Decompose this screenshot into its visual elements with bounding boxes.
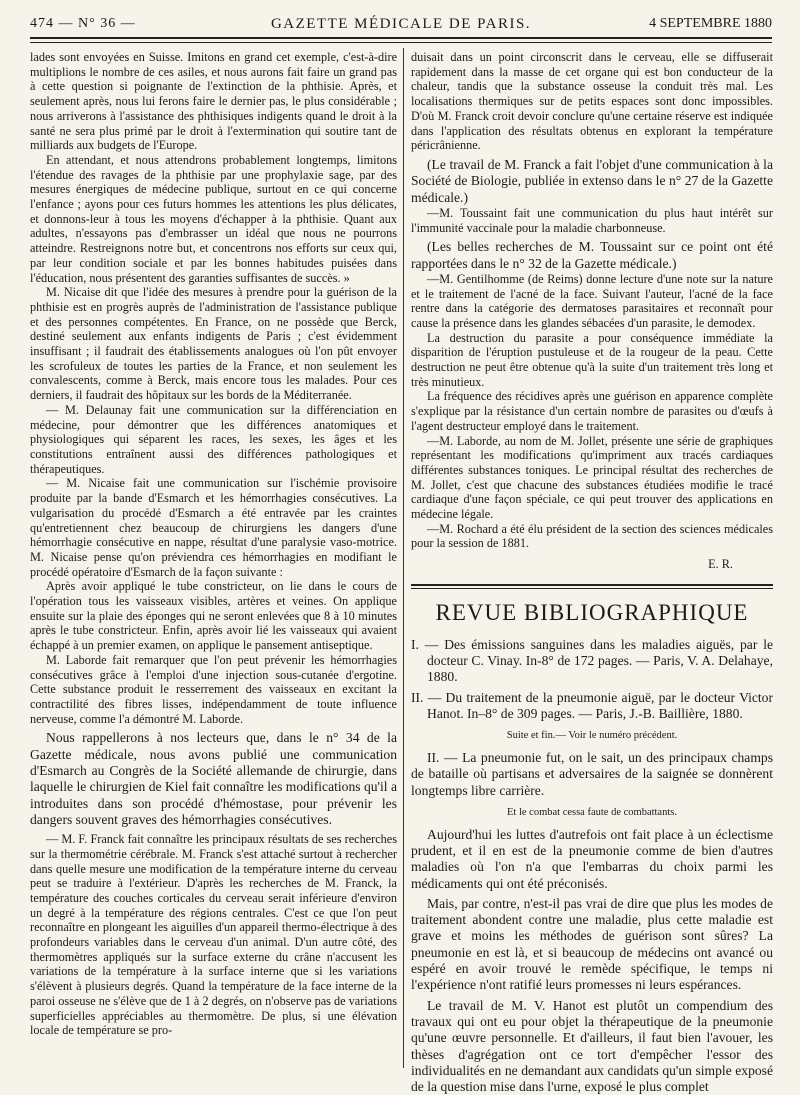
- paragraph: La fréquence des récidives après une guérison en apparence complète s'explique par la résistance d'un certain nombre de parasites ou d'œufs à l'agent destructeur employé dans le traitement.: [411, 389, 773, 433]
- journal-title: GAZETTE MÉDICALE DE PARIS.: [270, 16, 532, 32]
- bibliography-entry: [411, 637, 773, 686]
- paragraph: — M. Nicaise fait une communication sur l'ischémie provisoire produite par la bande d'Esmarch et les hémorrhagies consécutives. La vulgarisation du procédé d'Esmarch a été entravée par les craintes qu'entretiennent chez beaucoup de chirurgiens les dangers d'une hémorrhagie consécutive en nappe, résultat d'une paralysie vaso-motrice. M. Nicaise pense qu'on préviendra ces hémorrhagies en modifiant le procédé opératoire d'Esmarch de la façon suivante :: [30, 476, 397, 579]
- paragraph: — M. F. Franck fait connaître les principaux résultats de ses recherches sur la thermométrie cérébrale. M. Franck s'est attaché surtout à rechercher dans quelle mesure une modification de la température interne du cerveau peut se traduire à l'extérieur. D'après les recherches de M. Franck, la température des couches corticales du cerveau serait inférieure d'environ un degré à la température des régions centrales. C'est ce que l'on peut reconnaître en plongeant les aiguilles d'un appareil thermo-électrique à des profondeurs variables dans le cerveau d'un animal. D'un autre côté, des thermomètres appliqués sur la surface externe du crâne n'accusent les variations de la température à la surface interne que si les variations s'élèvent à plusieurs degrés. Quand la température de la face interne de la paroi osseuse ne s'élève que de 1 à 2 degrés, on n'observe pas de variations superficielles appréciables au thermomètre. De plus, si une élévation locale de température se pro-: [30, 832, 397, 1038]
- paragraph: M. Laborde fait remarquer que l'on peut prévenir les hémorrhagies consécutives grâce à l'emploi d'une injection sous-cutanée d'ergotine. Cette substance produit le resserrement des vaisseaux en excitant la contractilité des fibres lisses, indépendamment de toute influence nerveuse, comme l'a démontré M. Laborde.: [30, 652, 397, 726]
- signature: E. R.: [708, 557, 733, 572]
- paragraph: Le travail de M. V. Hanot est plutôt un compendium des travaux qui ont eu pour objet la thérapeutique de la pneumonie qu'une œuvre personnelle. Et d'ailleurs, il faut bien l'avouer, les thèses d'agrégation ont ce tort d'empêcher l'essor des individualités en ne demandant aux candidats qu'un simple exposé de la question mise dans l'urne, exposé le plus complet: [411, 997, 773, 1095]
- quotation: Et le combat cessa faute de combattants.: [507, 806, 677, 818]
- right-column: [411, 50, 774, 1095]
- paragraph: Aujourd'hui les luttes d'autrefois ont fait place à un éclectisme prudent, et il en est de la pneumonie comme de bien d'autres maladies où l'on n'a que l'embarras du choix parmi les médicaments qui ont été préconisés.: [411, 826, 773, 891]
- paragraph: Mais, par contre, n'est-il pas vrai de dire que plus les modes de traitement abondent contre une maladie, plus cette maladie est grave et moins les méthodes de guérison sont sûres? La pneumonie en est là, et si beaucoup de médecins ont avancé ou espéré en avoir trouvé le remède spécifique, le temps ni l'expérience n'ont ratifié leurs promesses ni leurs espérances.: [411, 895, 773, 993]
- entry-label: I. —: [411, 636, 439, 652]
- section-rule-thin: [411, 588, 773, 589]
- paragraph: —M. Rochard a été élu président de la section des sciences médicales pour la session de 1881.: [411, 521, 773, 551]
- paragraph: —M. Toussaint fait une communication du plus haut intérêt sur l'immunité vaccinale pour la maladie charbonneuse.: [411, 205, 773, 235]
- continuation-note: Suite et fin.— Voir le numéro précédent.: [506, 730, 678, 742]
- paragraph: — M. Delaunay fait une communication sur la différenciation en médecine, pour démontrer que les différences anatomiques et physiologiques qui séparent les races, les sexes, les âges et les constitutions entraînent aussi des différences pathologiques et thérapeutiques.: [30, 402, 397, 476]
- bibliography-entry: [411, 690, 773, 723]
- header-rule-thick: [30, 37, 772, 39]
- paragraph: Nous rappellerons à nos lecteurs que, dans le n° 34 de la Gazette médicale, nous avons publié une communication d'Esmarch au Congrès de la Société allemande de chirurgie, dans laquelle le chirurgien de Kiel fait connaître les modifications qu'il a introduites dans son procédé d'hémostase, pour prévenir les dangers souvent graves des hémorrhagies consécutives.: [30, 730, 397, 827]
- left-column: [30, 50, 397, 1068]
- column-divider: [403, 48, 404, 1068]
- section-rule-thick: [411, 584, 773, 586]
- paragraph: lades sont envoyées en Suisse. Imitons en grand cet exemple, c'est-à-dire multiplions le nombre de ces asiles, et nous aurons fait faire un grand pas à cette question si poignante de l'extinction de la phthisie. Après, et seulement après, nous lui ferons faire le dernier pas, le plus considérable ; nous arriverons à l'assistance des phthisiques indigents quand le droit à la santé ne sera plus primé par le droit à l'extermination qui soutire tant de milliards aux budgets de l'Europe.: [30, 50, 397, 153]
- paragraph: (Les belles recherches de M. Toussaint sur ce point ont été rapportées dans le n° 32 de la Gazette médicale.): [411, 239, 773, 271]
- entry-text: Des émissions sanguines dans les maladies aiguës, par le docteur C. Vinay. In-8° de 172 pages. — Paris, V. A. Delahaye, 1880.: [427, 636, 774, 685]
- section-title: REVUE BIBLIOGRAPHIQUE: [435, 599, 749, 625]
- paragraph: duisait dans un point circonscrit dans le cerveau, elle se diffuserait rapidement dans la masse de cet organe qui est bon conducteur de la chaleur, tandis que la substance osseuse la conduit très mal. Les localisations thermiques sur de petits espaces sont donc impossibles. D'où M. Franck croit devoir conclure qu'une certaine réserve est indiquée dans l'application des résultats obtenus en explorant la température péricrânienne.: [411, 50, 773, 153]
- page-number: 474 — N° 36 —: [30, 16, 136, 31]
- entry-label: II. —: [411, 689, 442, 705]
- paragraph: M. Nicaise dit que l'idée des mesures à prendre pour la guérison de la phthisie est en progrès auprès de l'administration de l'assistance publique et des personnes compétentes. En France, on ne possède que Berck, destiné seulement aux enfants indigents de Paris ; c'est évidemment insuffisant ; il faudrait des établissements analogues où l'on pût envoyer les scrofuleux de toutes les parties de la France, et non seulement les convalescents, comme à Berck, mais encore tous les malades. Pour ces derniers, il faudrait des hôpitaux sur les bords de la Méditerranée.: [30, 285, 397, 403]
- paragraph: —M. Gentilhomme (de Reims) donne lecture d'une note sur la nature et le traitement de l'acné de la face. Suivant l'auteur, l'acné de la face rentre dans la catégorie des dermatoses parasitaires et reconnaît pour cause la présence dans les glandes sébacées d'un parasite, le demodex.: [411, 271, 773, 330]
- paragraph: En attendant, et nous attendrons probablement longtemps, limitons l'étendue des ravages de la phthisie par une prophylaxie sage, par des mesures énergiques de médecine publique, surtout en ce qui concerne l'enfance ; ayons pour ces futurs hommes les attentions les plus délicates, et donnons-leur à tous les moyens d'échapper à la phthisie. Quant aux adultes, n'essayons pas d'embrasser un idéal que nous ne pourrons atteindre. Restreignons notre but, et concentrons nos efforts sur ceux qui, par leur condition sociale et par les bonnes habitudes puisées dans l'éducation, nous présentent des garanties suffisantes de succès. »: [30, 152, 397, 285]
- paragraph: Après avoir appliqué le tube constricteur, on lie dans le cours de l'opération tous les vaisseaux visibles, artères et veines. On applique ensuite sur la plaie des éponges qui ne seront enlevées que 8 à 10 minutes après le tube constricteur. Enfin, après avoir lié les vaisseaux qui avaient échappé à un premier examen, on applique le pansement antiseptique.: [30, 579, 397, 653]
- paragraph: II. — La pneumonie fut, on le sait, un des principaux champs de bataille où partisans et adversaires de la saignée se donnèrent longtemps libre carrière.: [411, 750, 773, 798]
- header-rule-thin: [30, 42, 772, 43]
- running-header: [30, 12, 772, 36]
- paragraph: —M. Laborde, au nom de M. Jollet, présente une série de graphiques représentant les modifications qu'impriment aux tracés cardiaques différentes substances toniques. Le principal résultat des recherches de M. Jollet, c'est que chacune des substances étudiées modifie le tracé cardiaque d'une façon spéciale, ce qui peut trouver des applications en médecine légale.: [411, 433, 773, 522]
- entry-text: Du traitement de la pneumonie aiguë, par le docteur Victor Hanot. In–8° de 309 pages. — Paris, J.-B. Baillière, 1880.: [427, 689, 773, 722]
- paragraph: La destruction du parasite a pour conséquence immédiate la disparition de l'éruption pustuleuse et de la rougeur de la peau. Cette destruction ne peut être obtenue qu'à la suite d'un traitement très long et très minutieux.: [411, 330, 773, 389]
- issue-date: 4 SEPTEMBRE 1880: [649, 16, 772, 31]
- paragraph: (Le travail de M. Franck a fait l'objet d'une communication à la Société de Biologie, publiée in extenso dans le n° 27 de la Gazette médicale.): [411, 156, 773, 205]
